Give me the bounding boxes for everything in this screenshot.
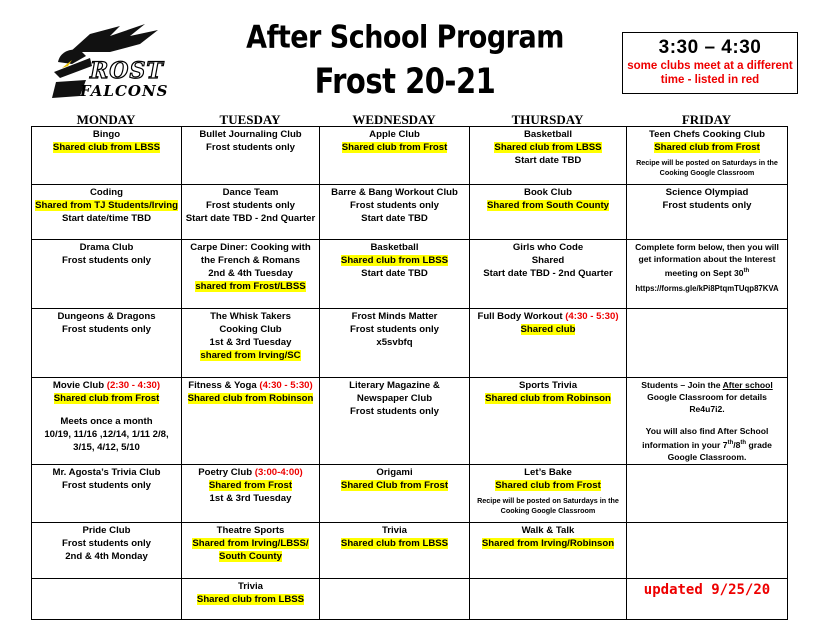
club-cell [32, 464, 182, 522]
club-share: Shared club from Robinson [187, 393, 314, 404]
club-name: Mr. Agosta’s Trivia Club [52, 466, 161, 478]
club-cell [470, 240, 627, 309]
club-name: Basketball [370, 242, 419, 253]
club-detail: Frost students only [61, 255, 151, 266]
classroom-info: Google Classroom for details [647, 392, 767, 402]
club-name: Trivia [237, 580, 264, 592]
club-cell [320, 309, 470, 378]
table-row [32, 309, 788, 378]
logo-text-falcons: FALCONS [80, 82, 169, 100]
club-name: Barre & Bang Workout Club [331, 187, 458, 198]
club-name: Trivia [381, 524, 408, 536]
club-dates: 3/15, 4/12, 5/10 [73, 442, 140, 453]
time-note: some clubs meet at a different time - listed in red [627, 60, 793, 86]
club-detail: 2nd & 4th Monday [65, 550, 148, 562]
club-share: South County [219, 550, 282, 562]
club-share: Shared from TJ Students/Irving [35, 200, 178, 211]
club-name: Dance Team [222, 187, 279, 198]
club-detail: Shared [531, 255, 565, 266]
club-share: Shared from Irving/LBSS/ [192, 537, 309, 549]
club-cell [627, 378, 788, 465]
club-detail: Frost students only [662, 200, 752, 211]
club-time: (4:30 - 5:30) [259, 380, 313, 391]
club-detail: Cooking Club [219, 324, 282, 335]
club-note: Recipe will be posted on Saturdays in the Cooking Google Classroom [636, 158, 778, 177]
club-detail: 1st & 3rd Tuesday [209, 337, 292, 348]
club-name: Frost Minds Matter [351, 311, 438, 322]
club-cell [182, 522, 320, 578]
club-cell [182, 127, 320, 185]
club-share: Shared club from LBSS [494, 142, 602, 153]
club-share: Shared club [520, 324, 576, 335]
club-detail: 1st & 3rd Tuesday [209, 492, 292, 504]
club-share: Shared from South County [486, 200, 610, 211]
classroom-info: grade [746, 439, 772, 450]
day-tuesday: TUESDAY [219, 112, 281, 127]
schedule-table [31, 126, 788, 620]
club-cell [470, 464, 627, 522]
club-share: Shared Club from Frost [340, 479, 449, 491]
club-name: Drama Club [79, 242, 134, 253]
club-name: Origami [376, 466, 413, 478]
club-form-sup: th [743, 268, 750, 274]
classroom-info: You will also find After School [645, 426, 769, 436]
day-wednesday: WEDNESDAY [352, 112, 436, 127]
table-row [32, 464, 788, 522]
club-detail: Newspaper Club [356, 393, 433, 404]
club-name: Fitness & Yoga [188, 380, 257, 391]
club-detail: Frost students only [61, 479, 151, 491]
club-share: shared from Frost/LBSS [195, 281, 306, 292]
club-cell [32, 309, 182, 378]
club-cell-empty [627, 464, 788, 522]
classroom-info: information in your 7 [642, 439, 728, 450]
club-share: Shared club from LBSS [340, 537, 449, 549]
club-name: Coding [89, 187, 124, 198]
day-thursday: THURSDAY [511, 112, 584, 127]
club-name: Science Olympiad [665, 187, 749, 198]
frost-falcons-logo [50, 22, 195, 102]
table-row [32, 185, 788, 240]
club-cell [320, 522, 470, 578]
club-cell [470, 185, 627, 240]
club-detail: the French & Romans [200, 255, 301, 266]
club-cell [32, 127, 182, 185]
club-share: Shared from Frost [208, 479, 293, 491]
club-name: Apple Club [369, 129, 420, 140]
club-detail: Start date/time TBD [61, 213, 152, 224]
table-row [32, 127, 788, 185]
club-cell [320, 127, 470, 185]
club-detail: Frost students only [61, 537, 151, 549]
club-share: Shared club from Robinson [485, 393, 611, 404]
club-cell-empty [627, 309, 788, 378]
club-cell [32, 522, 182, 578]
club-cell [320, 378, 470, 465]
club-time: (4:30 - 5:30) [565, 311, 619, 322]
club-name: Carpe Diner: Cooking with [190, 242, 311, 253]
club-detail: Frost students only [205, 200, 295, 211]
club-name: Poetry Club [198, 466, 253, 478]
after-school-link[interactable]: After school [722, 380, 773, 390]
club-name: Sports Trivia [518, 380, 578, 391]
club-detail: x5svbfq [376, 337, 413, 348]
club-detail: Start date TBD [361, 213, 428, 224]
club-cell-empty [627, 522, 788, 578]
club-share: Shared club from Frost [495, 479, 601, 491]
club-cell [470, 522, 627, 578]
classroom-code: Re4u7i2. [689, 404, 725, 414]
club-detail: Start date TBD [514, 155, 582, 166]
logo-text-rost: ROST [90, 58, 164, 84]
club-cell [320, 464, 470, 522]
program-time: 3:30 – 4:30 [658, 37, 762, 58]
club-form-info [629, 241, 785, 279]
club-dates: 10/19, 11/16 ,12/14, 1/11 2/8, [44, 429, 169, 440]
club-detail: Frost students only [349, 324, 439, 335]
club-name: Book Club [524, 187, 572, 198]
time-box [622, 32, 798, 94]
club-cell-empty [320, 578, 470, 619]
table-row [32, 240, 788, 309]
day-monday: MONDAY [76, 112, 136, 127]
club-name: Literary Magazine & [349, 380, 440, 391]
club-name: Let’s Bake [524, 466, 572, 478]
club-name: Girls who Code [512, 242, 584, 253]
table-row [32, 522, 788, 578]
club-name: Pride Club [82, 524, 131, 536]
club-detail: Frost students only [349, 200, 439, 211]
club-detail: Frost students only [61, 324, 151, 335]
club-share: Shared club from Frost [53, 393, 160, 404]
club-cell [470, 378, 627, 465]
club-name: Bullet Journaling Club [199, 129, 302, 140]
club-cell [470, 309, 627, 378]
classroom-sup: th [727, 440, 734, 446]
club-detail: Frost students only [205, 142, 295, 153]
club-name: Dungeons & Dragons [57, 311, 156, 322]
updated-date: updated 9/25/20 [643, 581, 771, 598]
club-cell [182, 464, 320, 522]
club-name: Theatre Sports [216, 524, 285, 536]
club-detail: Start date TBD [361, 268, 428, 279]
club-detail: Start date TBD - 2nd Quarter [185, 213, 316, 224]
club-name: The Whisk Takers [210, 311, 291, 322]
club-share: shared from Irving/SC [200, 350, 301, 361]
classroom-info: Students – Join the [641, 380, 721, 390]
club-cell [470, 127, 627, 185]
club-time: (3:00-4:00) [254, 466, 303, 478]
club-detail: Frost students only [349, 406, 439, 417]
club-name: Movie Club [52, 380, 105, 391]
classroom-info: /8 [733, 439, 741, 450]
club-name: Basketball [524, 129, 572, 140]
club-cell [32, 185, 182, 240]
club-cell [627, 127, 788, 185]
club-name: Teen Chefs Cooking Club [648, 129, 765, 140]
club-detail: Start date TBD - 2nd Quarter [483, 268, 613, 279]
club-cell [32, 378, 182, 465]
page-title: After School Program [246, 19, 564, 56]
club-share: Shared club from LBSS [340, 255, 449, 266]
club-cell [320, 185, 470, 240]
club-cell-empty [470, 578, 627, 619]
club-cell [32, 240, 182, 309]
club-cell [182, 578, 320, 619]
classroom-sup: th [740, 440, 747, 446]
club-share: Shared club from Frost [654, 142, 760, 153]
club-share: Shared club from LBSS [196, 593, 305, 605]
club-name: Bingo [92, 129, 121, 140]
club-share: Shared club from Frost [341, 142, 448, 153]
club-detail: Meets once a month [60, 416, 153, 427]
table-row [32, 578, 788, 619]
club-cell [182, 185, 320, 240]
club-detail: 2nd & 4th Tuesday [208, 268, 293, 279]
club-name: Full Body Workout [477, 311, 563, 322]
club-cell [182, 378, 320, 465]
club-cell [627, 578, 788, 619]
club-form-link[interactable]: https://forms.gle/kPi8PtqmTUqp87KVA [635, 283, 779, 293]
club-cell [627, 185, 788, 240]
club-form-text: Complete form below, then you will get information about the Interest meeting on Sept 30 [635, 242, 779, 278]
club-time: (2:30 - 4:30) [106, 380, 161, 391]
club-cell [182, 309, 320, 378]
club-cell [320, 240, 470, 309]
page-subtitle: Frost 20-21 [314, 60, 496, 102]
classroom-info: Google Classroom. [667, 451, 747, 462]
club-name: Walk & Talk [521, 524, 575, 536]
club-note: Recipe will be posted on Saturdays in the Cooking Google Classroom [477, 495, 619, 515]
day-friday: FRIDAY [681, 112, 732, 127]
club-share: Shared club from LBSS [52, 142, 161, 153]
club-cell-empty [32, 578, 182, 619]
club-cell [627, 240, 788, 309]
table-row [32, 378, 788, 465]
club-share: Shared from Irving/Robinson [481, 537, 615, 549]
club-cell [182, 240, 320, 309]
